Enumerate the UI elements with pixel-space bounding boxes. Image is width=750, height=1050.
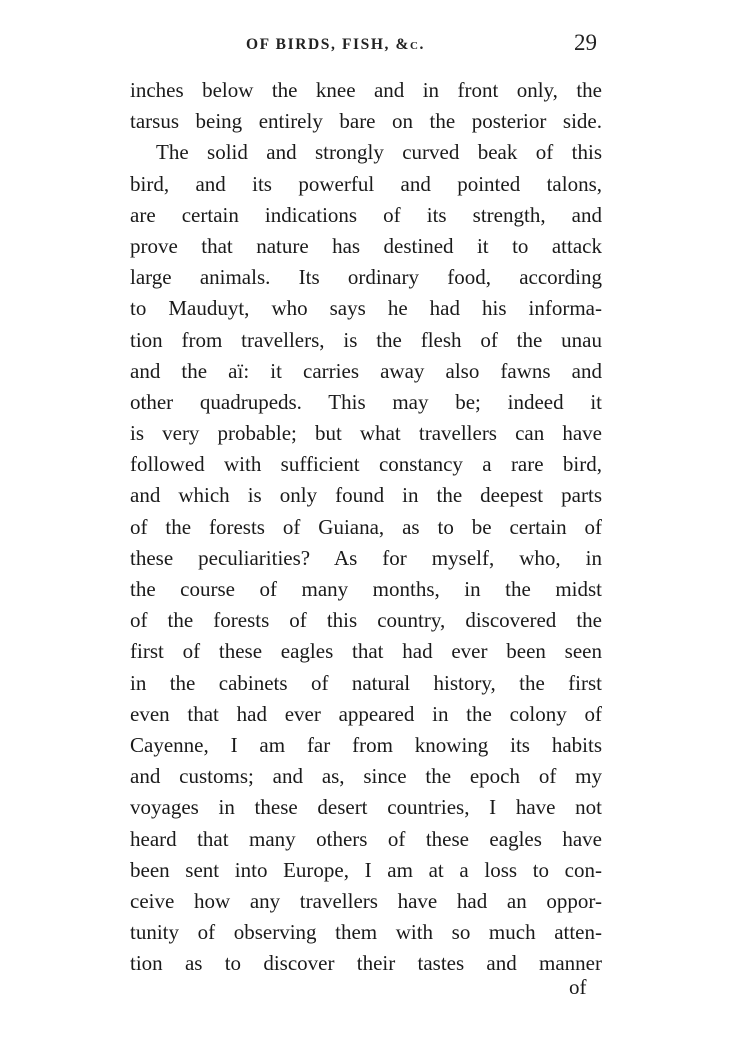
text-line: ceive how any travellers have had an oppor- <box>130 888 602 913</box>
text-line: prove that nature has destined it to attack <box>130 233 602 258</box>
text-line: inches below the knee and in front only, the <box>130 78 602 102</box>
text-line: bird, and its powerful and pointed talons, <box>130 171 602 196</box>
text-line: of the forests of Guiana, as to be certain of <box>130 514 602 539</box>
text-line: first of these eagles that had ever been seen <box>130 639 602 664</box>
page-number: 29 <box>574 30 597 55</box>
text-line: and the aï: it carries away also fawns and <box>130 358 602 383</box>
text-line: is very probable; but what travellers can have <box>130 421 602 446</box>
text-line: other quadrupeds. This may be; indeed it <box>130 389 602 414</box>
text-line: even that had ever appeared in the colony of <box>130 701 602 726</box>
text-line: voyages in these desert countries, I have not <box>130 795 602 820</box>
text-line: followed with sufficient constancy a rare bird, <box>130 452 602 477</box>
text-line: to Mauduyt, who says he had his informa- <box>130 296 602 321</box>
text-line: heard that many others of these eagles have <box>130 826 602 851</box>
text-line: and which is only found in the deepest parts <box>130 483 602 508</box>
body-text <box>130 75 602 979</box>
catchword: of <box>569 975 587 999</box>
paragraph-start-line: The solid and strongly curved beak of this <box>156 140 602 165</box>
text-line: tion from travellers, is the flesh of the unau <box>130 327 602 352</box>
text-line: in the cabinets of natural history, the first <box>130 670 602 695</box>
text-line: and customs; and as, since the epoch of my <box>130 764 602 789</box>
text-line: Cayenne, I am far from knowing its habits <box>130 732 602 757</box>
text-line: tunity of observing them with so much atten- <box>130 920 602 945</box>
text-line: large animals. Its ordinary food, according <box>130 265 602 290</box>
text-line: the course of many months, in the midst <box>130 577 602 601</box>
text-line: of the forests of this country, discovered the <box>130 608 602 633</box>
text-line: tarsus being entirely bare on the posterior side. <box>130 109 602 134</box>
running-head: OF BIRDS, FISH, &c. <box>246 36 426 53</box>
text-line: these peculiarities? As for myself, who, in <box>130 545 602 570</box>
text-line: are certain indications of its strength, and <box>130 202 602 227</box>
text-line: been sent into Europe, I am at a loss to con- <box>130 857 602 882</box>
text-line: tion as to discover their tastes and manner <box>130 951 602 976</box>
